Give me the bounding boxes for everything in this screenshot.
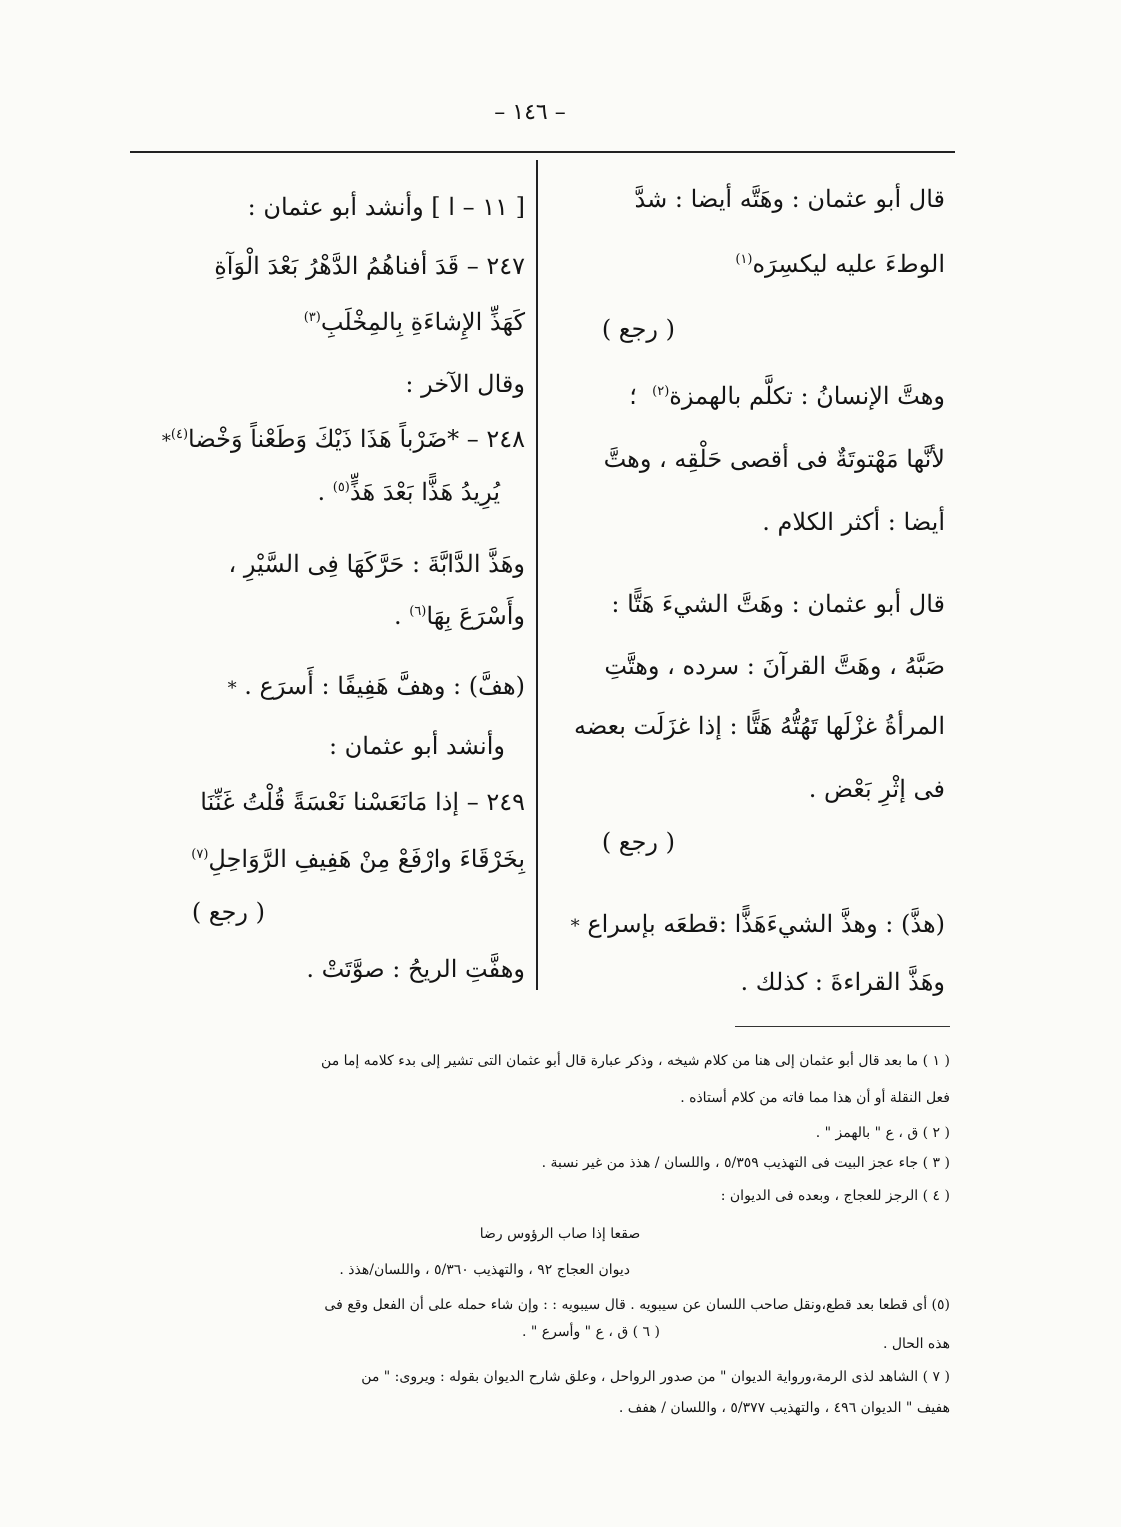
- footnote-1-line2: فعل النقلة أو أن هذا مما فاته من كلام أستاذه .: [680, 1090, 950, 1106]
- right-para4-line1-text: (هذَّ) : وهذَّ الشيءَهَذًّا :قطعَه بإسراع: [587, 910, 945, 938]
- left-said-other: وقال الآخر :: [405, 370, 525, 398]
- verse-247-line2: [140, 308, 525, 336]
- right-para2-line2: لأنَّها مَهْتوتَةٌ فى أقصى حَلْقِه ، وهتَّ: [603, 445, 945, 473]
- right-para2-line1: [550, 382, 945, 410]
- footnote-ref-5: (٥): [332, 480, 350, 495]
- right-para1-line1: قال أبو عثمان : وهَتَّه أيضا : شدَّ: [634, 185, 945, 213]
- right-para3-line3: المرأةُ غزْلَها تَهُتُّهُ هَتًّا : إذا غزَلَت بعضه: [573, 712, 945, 740]
- verse-249-line2: [140, 845, 525, 873]
- left-anshad-line: وأنشد أبو عثمان :: [328, 732, 505, 760]
- right-para4-line1: [550, 910, 945, 938]
- left-haff-line: [140, 672, 525, 700]
- left-last-line: وهفَّتِ الريحُ : صوَّتَتْ .: [306, 955, 525, 983]
- verse-247-line1: ٢٤٧ – قَدَ أفناهُمُ الدَّهْرُ بَعْدَ الْوَآةِ: [214, 252, 525, 280]
- left-para-line1: وهَذَّ الدَّابَّةَ : حَرَّكَهَا فِى السَّيْرِ ،: [228, 550, 525, 578]
- left-para-line2: [140, 602, 525, 630]
- footnote-ref-3: (٣): [303, 310, 321, 325]
- verse-248-line2-end: .: [317, 478, 326, 506]
- footnote-6: ( ٦ ) ق ، ع " وأسرع " .: [521, 1324, 660, 1340]
- right-para3-line2: صَبَّهُ ، وهَتَّ القرآنَ : سرده ، وهتَّتِ: [604, 652, 945, 680]
- section-marker-2: ( رجع ): [601, 828, 675, 856]
- right-para2-line1-end: ؛: [629, 382, 637, 410]
- right-para3-line1: قال أبو عثمان : وهَتَّ الشيءَ هَتًّا :: [611, 590, 945, 618]
- left-para-line2-end: .: [393, 602, 402, 630]
- left-para-line2-text: وأَسْرَعَ بِهَا: [426, 602, 525, 630]
- footnote-3: ( ٣ ) جاء عجز البيت فى التهذيب ٥/٣٥٩ ، واللسان / هذذ من غير نسبة .: [541, 1155, 950, 1171]
- right-para3-line4: فى إثْرِ بَعْض .: [808, 775, 945, 803]
- footnote-5-line2: هذه الحال .: [882, 1336, 950, 1352]
- page-number: – ١٤٦ –: [494, 100, 566, 125]
- footnote-ref-7: (٧): [191, 847, 209, 862]
- entry-star-2: *: [227, 678, 237, 699]
- verse-249-line2-text: بِخَرْقَاءَ وارْفَعْ مِنْ هَفِيفِ الرَّوَاحِلِ: [208, 845, 525, 873]
- verse-248-line2-text: يُرِيدُ هَذًّا بَعْدَ هَذٍّ: [349, 478, 500, 506]
- footnote-5-line1: (٥) أى قطعا بعد قطع،ونقل صاحب اللسان عن سيبويه . قال سيبويه : : وإن شاء حمله على أن الفعل وقع فى: [324, 1297, 950, 1313]
- footnote-4-source: ديوان العجاج ٩٢ ، والتهذيب ٥/٣٦٠ ، واللسان/هذذ .: [339, 1262, 630, 1278]
- header-rule: [130, 151, 955, 153]
- right-para1-line2-text: الوطءَ عليه ليكسِرَه: [752, 250, 945, 278]
- right-para1-line2: [550, 250, 945, 278]
- verse-248-star: *: [161, 431, 171, 452]
- left-heading-line: [ ١١ – ا ] وأنشد أبو عثمان :: [247, 193, 525, 221]
- left-haff-text: (هفَّ) : وهفَّ هَفِيفًا : أَسرَع .: [244, 672, 525, 700]
- verse-247-line2-text: كَهَذِّ الإِشاءَةِ بِالمِخْلَبِ: [320, 308, 525, 336]
- footnote-7-line2: هفيف " الديوان ٤٩٦ ، والتهذيب ٥/٣٧٧ ، واللسان / هفف .: [618, 1400, 950, 1416]
- footnote-4: ( ٤ ) الرجز للعجاج ، وبعده فى الديوان :: [720, 1188, 950, 1204]
- footnote-ref-4: (٤): [170, 427, 189, 442]
- section-marker-3: ( رجع ): [191, 898, 265, 926]
- footnote-4-verse: صقعا إذا صاب الرؤوس رضا: [479, 1226, 641, 1242]
- entry-star-1: *: [570, 916, 580, 937]
- verse-248-line1-text: ٢٤٨ – *ضَرْباً هَذَا ذَيْكَ وَطَعْناً وَخْضا: [188, 425, 525, 453]
- right-para4-line2: وهَذَّ القراءةَ : كذلك .: [740, 968, 945, 996]
- section-marker-1: ( رجع ): [601, 315, 675, 343]
- footnote-7-line1: ( ٧ ) الشاهد لذى الرمة،ورواية الديوان " من صدور الرواحل ، وعلق شارح الديوان بقوله : ويروى: " من: [361, 1369, 950, 1385]
- footnote-ref-6: (٦): [409, 604, 427, 619]
- right-para2-line3: أيضا : أكثر الكلام .: [762, 508, 945, 536]
- verse-248-line2: [140, 478, 525, 506]
- footnote-rule: [735, 1026, 950, 1027]
- column-divider: [536, 160, 538, 990]
- verse-248-line1: [140, 425, 525, 453]
- footnote-2: ( ٢ ) ق ، ع " بالهمز " .: [815, 1125, 950, 1141]
- footnote-1-line1: ( ١ ) ما بعد قال أبو عثمان إلى هنا من كلام شيخه ، وذكر عبارة قال أبو عثمان التى تشير إلى بدء كلامه إما من: [321, 1053, 950, 1069]
- footnote-ref-2: (٢): [652, 384, 670, 399]
- verse-249-line1: ٢٤٩ – إذا مَانَعَسْنا نَعْسَةً قُلْتُ غَنِّنَا: [200, 788, 525, 816]
- footnote-ref-1: (١): [735, 252, 753, 267]
- right-para2-line1-text: وهتَّ الإنسانُ : تكلَّم بالهمزة: [669, 382, 945, 410]
